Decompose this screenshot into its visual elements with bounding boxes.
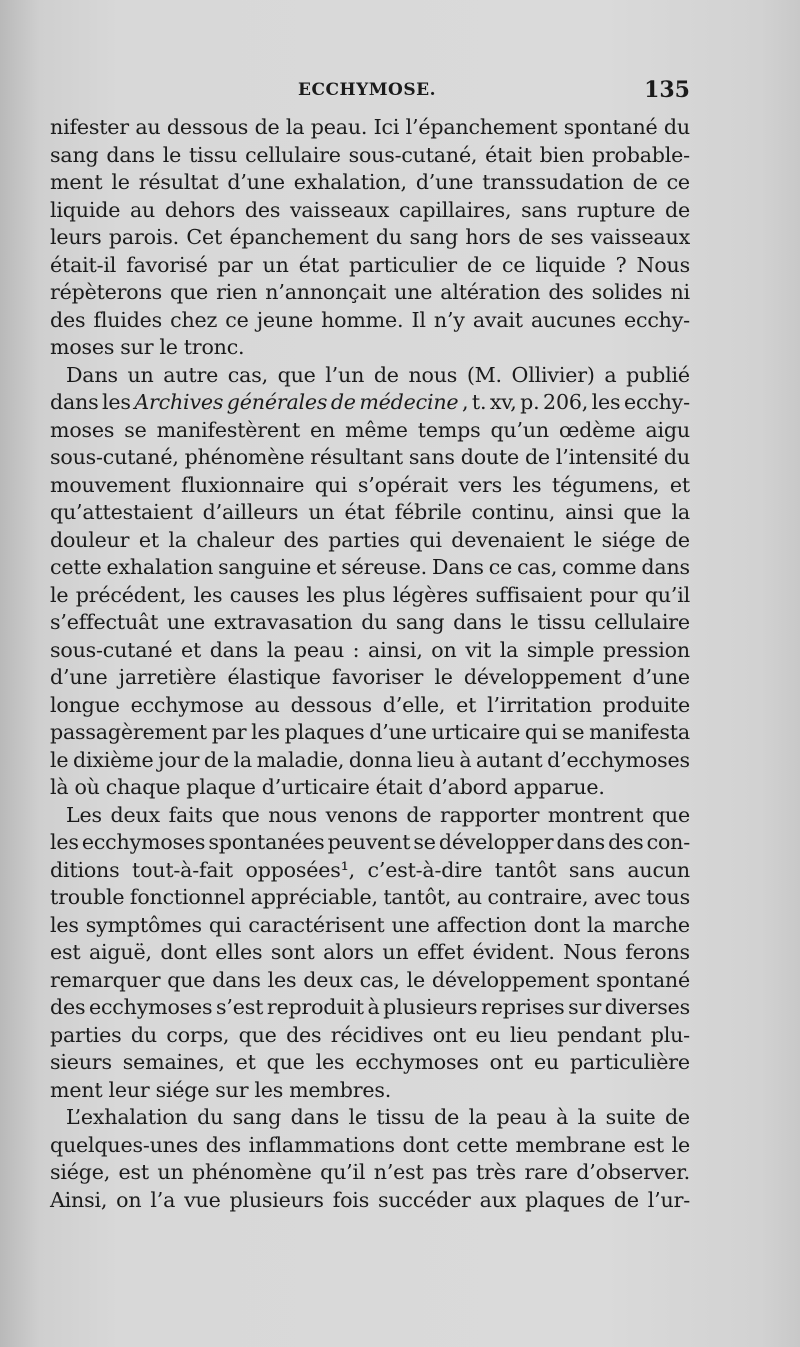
page-number: 135 [644, 77, 690, 103]
text-line: des ecchymoses s’est reproduit à plusieurs reprises sur diverses [50, 995, 690, 1019]
text-line: sieurs semaines, et que les ecchymoses ont eu particulière [50, 1050, 690, 1074]
text-line: répèterons que rien n’annonçait une altération des solides ni [50, 280, 690, 304]
text-line: moses sur le tronc. [50, 335, 245, 359]
text-line: sang dans le tissu cellulaire sous-cutané, était bien probable- [50, 142, 690, 167]
text-line: des fluides chez ce jeune homme. Il n’y avait aucunes ecchy- [50, 307, 690, 332]
text-line: trouble fonctionnel appréciable, tantôt, au contraire, avec tous [50, 885, 690, 909]
text-line: les symptômes qui caractérisent une affection dont la marche [50, 912, 690, 937]
text-line: là où chaque plaque d’urticaire était d’abord apparue. [50, 775, 605, 799]
page-header [48, 77, 690, 110]
text-line: Dans un autre cas, que l’un de nous (M. Ollivier) a publié [66, 362, 690, 387]
text-line: est aiguë, dont elles sont alors un effet évident. Nous ferons [50, 940, 690, 964]
paragraph [50, 114, 690, 362]
text-line: s’effectuât une extravasation du sang dans le tissu cellulaire [50, 610, 690, 634]
text-line: ditions tout-à-fait opposées¹, c’est-à-dire tantôt sans aucun [50, 857, 690, 882]
paragraph [50, 1104, 690, 1214]
text-line: dans les Archives générales de médecine , t. xv, p. 206, les ecchy- [50, 390, 690, 414]
text-line: qu’attestaient d’ailleurs un état fébrile continu, ainsi que la [50, 500, 690, 524]
text-line: siége, est un phénomène qu’il n’est pas très rare d’observer. [50, 1160, 690, 1184]
text-line: sous-cutané et dans la peau : ainsi, on vit la simple pression [50, 637, 690, 662]
text-line: douleur et la chaleur des parties qui devenaient le siége de [50, 527, 690, 552]
text-line: Les deux faits que nous venons de rapporter montrent que [66, 802, 690, 827]
text-line: longue ecchymose au dessous d’elle, et l’irritation produite [50, 692, 690, 717]
text-line: Ainsi, on l’a vue plusieurs fois succéder aux plaques de l’ur- [50, 1187, 690, 1212]
text-line: d’une jarretière élastique favoriser le développement d’une [50, 665, 690, 689]
text-line: leurs parois. Cet épanchement du sang hors de ses vaisseaux [50, 225, 690, 249]
text-line: le dixième jour de la maladie, donna lieu à autant d’ecchymoses [50, 747, 690, 772]
text-line: parties du corps, que des récidives ont eu lieu pendant plu- [50, 1022, 690, 1047]
text-line: passagèrement par les plaques d’une urticaire qui se manifesta [50, 720, 690, 744]
text-line: liquide au dehors des vaisseaux capillaires, sans rupture de [50, 197, 690, 222]
paragraph [50, 802, 690, 1105]
text-line: cette exhalation sanguine et séreuse. Dans ce cas, comme dans [50, 555, 690, 579]
text-line: mouvement fluxionnaire qui s’opérait vers les tégumens, et [50, 472, 690, 497]
text-line: L’exhalation du sang dans le tissu de la peau à la suite de [66, 1105, 690, 1129]
text-line: ment le résultat d’une exhalation, d’une transsudation de ce [50, 170, 690, 194]
text-line: quelques-unes des inflammations dont cette membrane est le [50, 1132, 690, 1157]
text-line: les ecchymoses spontanées peuvent se développer dans des con- [50, 830, 690, 854]
text-line: nifester au dessous de la peau. Ici l’épanchement spontané du [50, 115, 690, 139]
paragraph [50, 362, 690, 802]
text-line: moses se manifestèrent en même temps qu’un œdème aigu [50, 417, 690, 442]
text-line: était-il favorisé par un état particulier de ce liquide ? Nous [50, 252, 690, 277]
running-title: ECCHYMOSE. [298, 80, 436, 100]
text-line: sous-cutané, phénomène résultant sans doute de l’intensité du [50, 445, 690, 469]
body-text [50, 114, 690, 1214]
text-line: ment leur siége sur les membres. [50, 1077, 392, 1102]
text-line: le précédent, les causes les plus légères suffisaient pour qu’il [50, 582, 690, 607]
text-line: remarquer que dans les deux cas, le développement spontané [50, 967, 690, 992]
